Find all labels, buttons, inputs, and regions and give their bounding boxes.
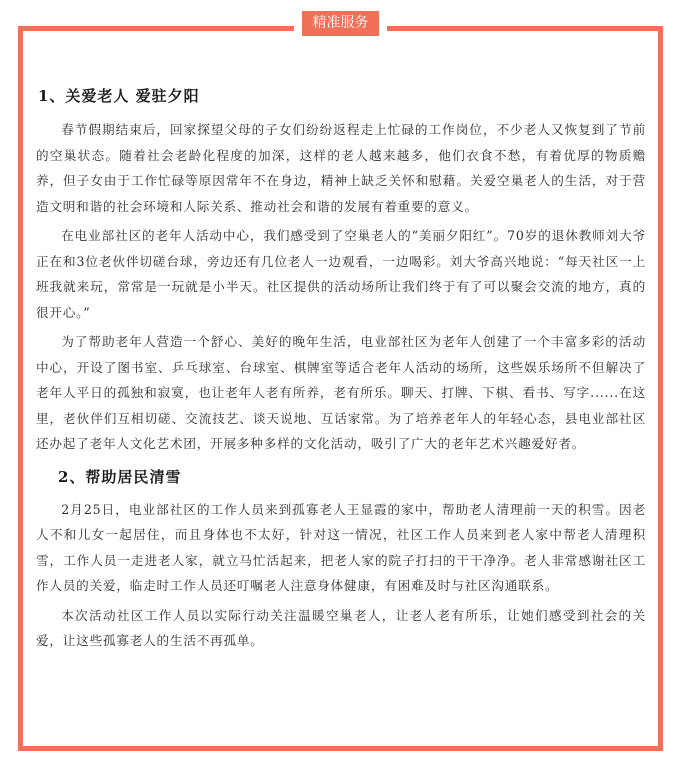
paragraph: 本次活动社区工作人员以实际行动关注温暖空巢老人，让老人老有所乐，让她们感受到社会的关爱，让这些孤寡老人的生活不再孤单。 xyxy=(36,607,646,648)
article-body xyxy=(36,81,646,658)
section-heading-elderly-care: 1、关爱老人 爱驻夕阳 xyxy=(38,87,200,105)
paragraph: 在电业部社区的老年人活动中心，我们感受到了空巢老人的“美丽夕阳红”。70岁的退休教师刘大爷正在和3位老伙伴切磋台球，旁边还有几位老人一边观看，一边喝彩。刘大爷高兴地说：“每天社区一上班我就来玩，常常是一玩就是小半天。社区提供的活动场所让我们终于有了可以聚会交流的地方，真的很开心。” xyxy=(36,228,646,320)
paragraph: 春节假期结束后，回家探望父母的子女们纷纷返程走上忙碌的工作岗位，不少老人又恢复到了节前的空巢状态。随着社会老龄化程度的加深，这样的老人越来越多，他们衣食不愁，有着优厚的物质赡养，但子女由于工作忙碌等原因常年不在身边，精神上缺乏关怀和慰藉。关爱空巢老人的生活，对于营造文明和谐的社会环境和人际关系、推动社会和谐的发展有着重要的意义。 xyxy=(36,122,646,214)
section-tag-label: 精准服务 xyxy=(302,11,379,36)
section-heading-snow-clearing: 2、帮助居民清雪 xyxy=(58,467,182,486)
section-tag xyxy=(294,8,387,39)
paragraph: 为了帮助老年人营造一个舒心、美好的晚年生活，电业部社区为老年人创建了一个丰富多彩的活动中心，开设了图书室、乒乓球室、台球室、棋牌室等适合老年人活动的场所，这些娱乐场所不但解决了老年人平日的孤独和寂寞，也让老年人老有所养，老有所乐。聊天、打牌、下棋、看书、写字......在这里，老伙伴们互相切磋、交流技艺、谈天说地、互话家常。为了培养老年人的年轻心态，县电业部社区还办起了老年人文化艺术团，开展多种多样的文化活动，吸引了广大的老年艺术兴趣爱好者。 xyxy=(36,334,646,451)
paragraph: 2月25日，电业部社区的工作人员来到孤寡老人王显霞的家中，帮助老人清理前一天的积雪。因老人不和儿女一起居住，而且身体也不太好，针对这一情况，社区工作人员来到老人家中帮老人清理积雪，工作人员一走进老人家，就立马忙活起来，把老人家的院子打扫的干干净净。老人非常感谢社区工作人员的关爱，临走时工作人员还叮嘱老人注意身体健康，有困难及时与社区沟通联系。 xyxy=(36,501,646,593)
